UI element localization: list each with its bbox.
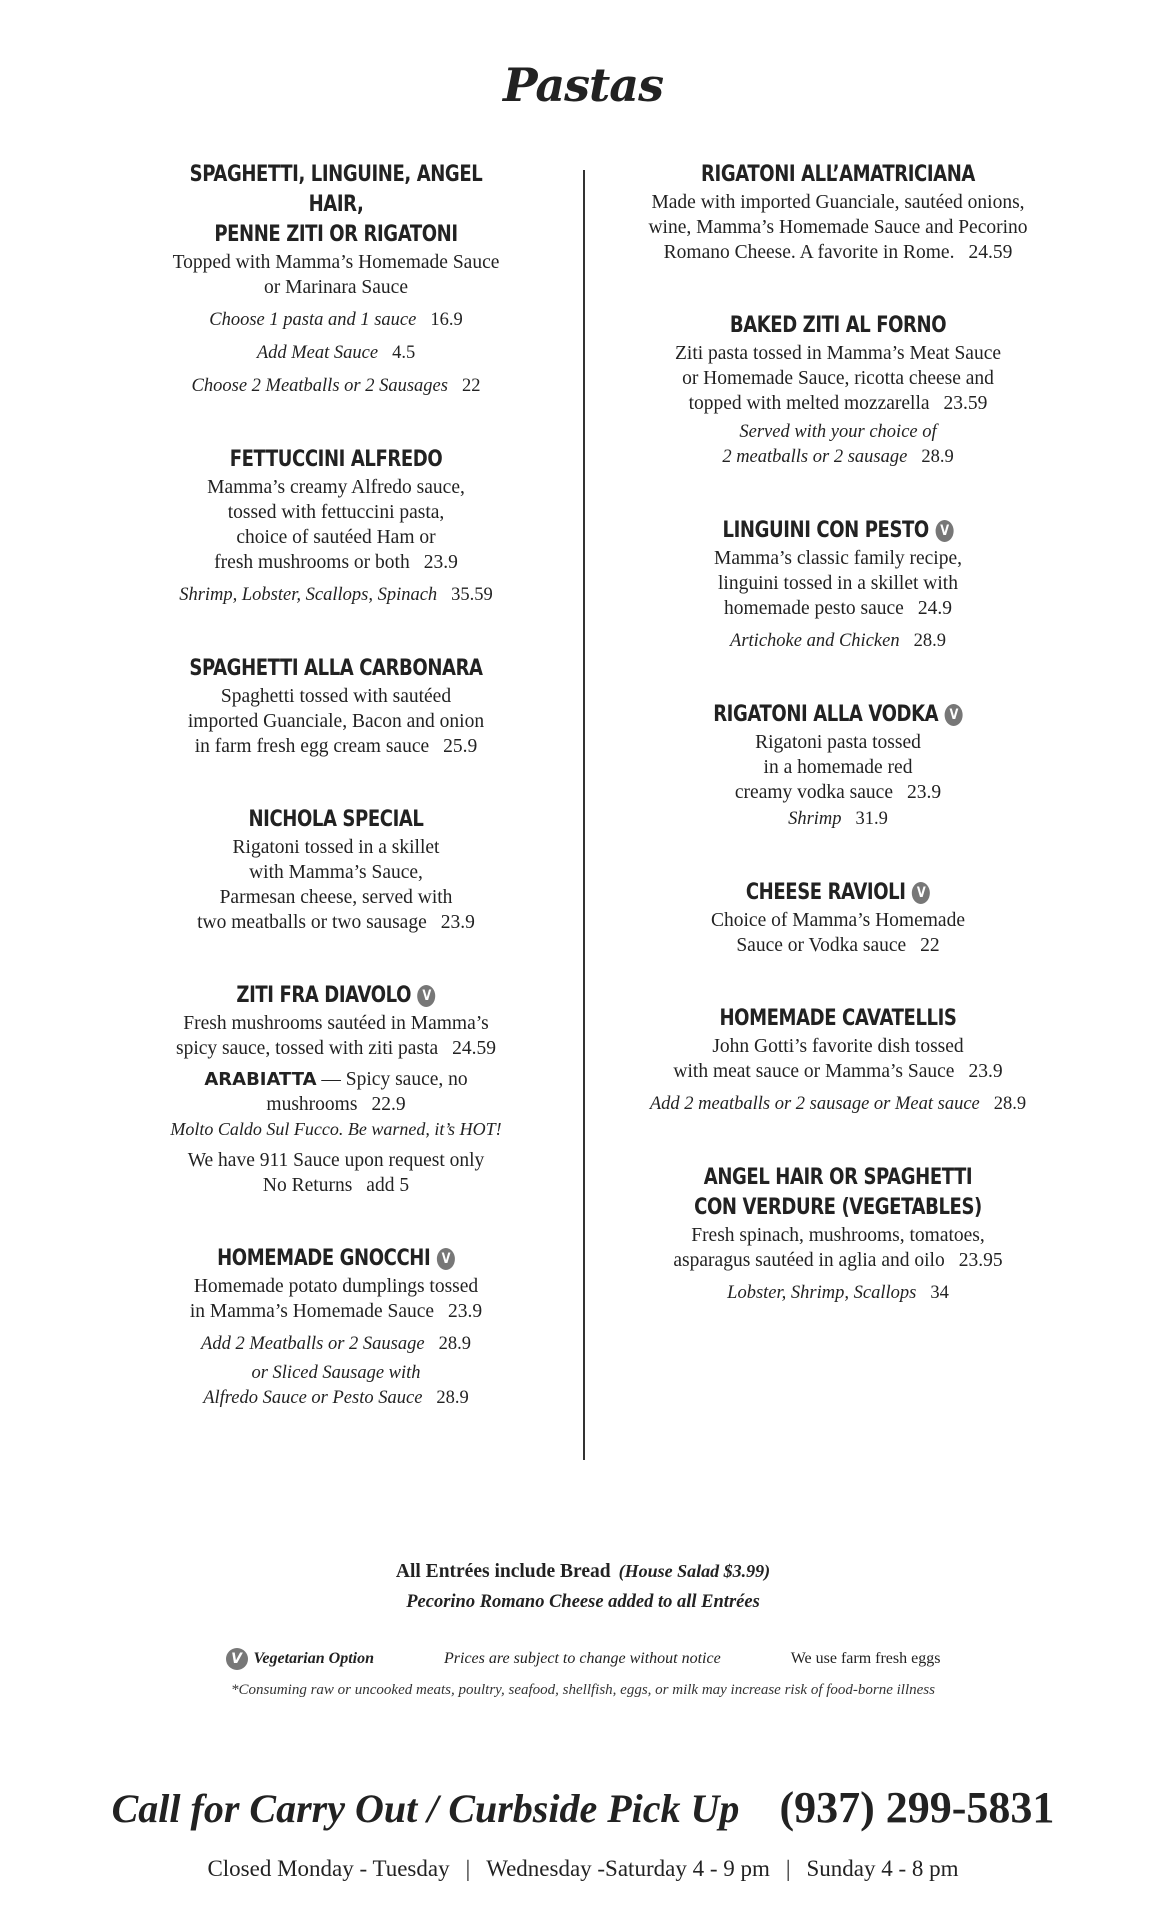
- price: 28.9: [438, 1334, 471, 1354]
- item-option: Add 2 Meatballs or 2 Sausage 28.9: [201, 1334, 471, 1354]
- eggs-note: We use farm fresh eggs: [790, 1650, 941, 1667]
- item-description: or Homemade Sauce, ricotta cheese and: [682, 368, 994, 389]
- salad-note: (House Salad $3.99): [618, 1561, 771, 1581]
- separator: |: [465, 1856, 471, 1881]
- item-description: Spaghetti tossed with sautéed: [220, 686, 452, 707]
- price: 28.9: [993, 1094, 1027, 1114]
- price: 23.9: [440, 912, 475, 933]
- separator: |: [785, 1856, 791, 1881]
- arabiatta-line: ARABIATTA — Spicy sauce, no mushrooms 22.9: [204, 1069, 468, 1115]
- item-description: in a homemade red: [763, 757, 913, 778]
- item-description: creamy vodka sauce 23.9: [734, 782, 942, 803]
- food-warning: *Consuming raw or uncooked meats, poultry, seafood, shellfish, eggs, or milk may increase risk of food-borne illness: [231, 1682, 935, 1698]
- item-name: HOMEMADE GNOCCHI V: [172, 1244, 500, 1274]
- vegetarian-icon: V: [226, 1648, 248, 1670]
- cheese-note: Pecorino Romano Cheese added to all Entrées: [406, 1592, 760, 1612]
- menu-item: [136, 445, 536, 608]
- vegetarian-icon: V: [437, 1248, 455, 1270]
- item-name: SPAGHETTI, LINGUINE, ANGEL HAIR,: [189, 162, 483, 217]
- item-description: choice of sautéed Ham or: [236, 527, 436, 548]
- vegetarian-icon: V: [912, 882, 930, 904]
- vegetarian-icon: V: [945, 704, 963, 726]
- left-column: [136, 160, 536, 1457]
- item-option: Alfredo Sauce or Pesto Sauce 28.9: [203, 1388, 469, 1408]
- item-name: SPAGHETTI ALLA CARBONARA: [189, 656, 483, 681]
- item-option: Add Meat Sauce 4.5: [256, 343, 416, 363]
- item-option: Choose 1 pasta and 1 sauce 16.9: [209, 310, 463, 330]
- item-description: Choice of Mamma’s Homemade: [711, 910, 965, 931]
- item-description: Mamma’s classic family recipe,: [714, 548, 962, 569]
- item-name: RIGATONI ALL’AMATRICIANA: [701, 162, 975, 187]
- price: 23.9: [906, 782, 942, 803]
- legend-row: [0, 1648, 1166, 1670]
- item-option: Add 2 meatballs or 2 sausage or Meat sauce 28.9: [649, 1094, 1027, 1114]
- menu-item: [628, 1163, 1048, 1306]
- price: 28.9: [921, 447, 954, 467]
- footer-notes: [0, 1556, 1166, 1617]
- price: 24.9: [917, 598, 952, 619]
- right-column: [628, 160, 1048, 1352]
- bread-note: All Entrées include Bread (House Salad $3.99): [395, 1561, 771, 1582]
- price: 22: [920, 935, 940, 956]
- item-description: with meat sauce or Mamma’s Sauce 23.9: [673, 1061, 1003, 1082]
- menu-item: [628, 700, 1048, 832]
- menu-item: [628, 160, 1048, 265]
- item-description: or Marinara Sauce: [263, 277, 408, 298]
- item-description: Rigatoni pasta tossed: [755, 732, 921, 753]
- item-name: HOMEMADE CAVATELLIS: [719, 1006, 957, 1031]
- carry-out-line: [0, 1782, 1166, 1833]
- price: 4.5: [392, 343, 416, 363]
- item-description: Sauce or Vodka sauce 22: [736, 935, 940, 956]
- item-description: with Mamma’s Sauce,: [249, 862, 423, 883]
- item-description: imported Guanciale, Bacon and onion: [187, 711, 485, 732]
- item-name: BAKED ZITI AL FORNO: [729, 313, 947, 338]
- menu-item: [628, 1004, 1048, 1117]
- item-description: spicy sauce, tossed with ziti pasta 24.59: [176, 1038, 496, 1059]
- price: 23.95: [958, 1250, 1003, 1271]
- item-description: in Mamma’s Homemade Sauce 23.9: [189, 1301, 483, 1322]
- item-description: Fresh spinach, mushrooms, tomatoes,: [691, 1225, 985, 1246]
- menu-item: [628, 311, 1048, 470]
- vegetarian-icon: V: [935, 520, 953, 542]
- item-description: linguini tossed in a skillet with: [718, 573, 958, 594]
- carry-out-text: Call for Carry Out / Curbside Pick Up: [111, 1786, 740, 1831]
- menu-item: [136, 1244, 536, 1411]
- item-option: Choose 2 Meatballs or 2 Sausages 22: [191, 376, 481, 396]
- arabiatta-note: Molto Caldo Sul Fucco. Be warned, it’s HOT!: [170, 1119, 502, 1139]
- item-description: Rigatoni tossed in a skillet: [232, 837, 440, 858]
- menu-item: [136, 160, 536, 399]
- hours-closed: Closed Monday - Tuesday: [207, 1856, 450, 1881]
- price: 23.59: [943, 393, 988, 414]
- item-name: CON VERDURE (VEGETABLES): [694, 1195, 982, 1220]
- item-description: homemade pesto sauce 24.9: [724, 598, 952, 619]
- item-option: Shrimp 31.9: [788, 809, 888, 829]
- item-description: Mamma’s creamy Alfredo sauce,: [207, 477, 465, 498]
- vegetarian-icon: V: [418, 985, 436, 1007]
- item-description: Fresh mushrooms sautéed in Mamma’s: [183, 1013, 489, 1034]
- item-description: wine, Mamma’s Homemade Sauce and Pecorino: [648, 217, 1028, 238]
- item-option: Shrimp, Lobster, Scallops, Spinach 35.59: [179, 585, 493, 605]
- item-description: topped with melted mozzarella 23.59: [688, 393, 988, 414]
- item-description: Ziti pasta tossed in Mamma’s Meat Sauce: [674, 343, 1001, 364]
- price: 25.9: [443, 736, 478, 757]
- item-name: PENNE ZITI OR RIGATONI: [214, 222, 458, 247]
- price: 31.9: [855, 809, 888, 829]
- item-description: tossed with fettuccini pasta,: [227, 502, 445, 523]
- item-name: CHEESE RAVIOLI V: [666, 878, 1010, 908]
- sauce-note: We have 911 Sauce upon request only: [187, 1150, 485, 1171]
- item-name: ANGEL HAIR OR SPAGHETTI: [703, 1165, 973, 1190]
- item-description: John Gotti’s favorite dish tossed: [712, 1036, 964, 1057]
- item-option: Served with your choice of: [739, 422, 937, 442]
- menu-item: [136, 981, 536, 1198]
- item-description: Topped with Mamma’s Homemade Sauce: [172, 252, 500, 273]
- item-option: 2 meatballs or 2 sausage 28.9: [722, 447, 954, 467]
- item-description: Made with imported Guanciale, sautéed onions,: [651, 192, 1025, 213]
- price: 16.9: [430, 310, 463, 330]
- item-name: NICHOLA SPECIAL: [248, 807, 424, 832]
- item-description: Parmesan cheese, served with: [219, 887, 453, 908]
- hours-sunday: Sunday 4 - 8 pm: [806, 1856, 959, 1881]
- item-name: ZITI FRA DIAVOLO V: [172, 981, 500, 1011]
- menu-item: [628, 878, 1048, 958]
- price: 22.9: [371, 1094, 406, 1115]
- item-description: asparagus sautéed in aglia and oilo 23.95: [673, 1250, 1003, 1271]
- price: 23.9: [423, 552, 458, 573]
- item-description: two meatballs or two sausage 23.9: [197, 912, 475, 933]
- hours-line: [0, 1856, 1166, 1882]
- price: 23.9: [448, 1301, 483, 1322]
- item-name: LINGUINI CON PESTO V: [666, 516, 1010, 546]
- prices-note: Prices are subject to change without notice: [444, 1650, 721, 1667]
- menu-item: [628, 516, 1048, 654]
- column-divider: [583, 170, 585, 1460]
- item-option: Artichoke and Chicken 28.9: [730, 631, 946, 651]
- item-description: Romano Cheese. A favorite in Rome. 24.59: [663, 242, 1013, 263]
- menu-item: [136, 805, 536, 935]
- price: 23.9: [968, 1061, 1003, 1082]
- item-name: FETTUCCINI ALFREDO: [229, 447, 443, 472]
- price: 34: [930, 1283, 949, 1303]
- price: 28.9: [436, 1388, 469, 1408]
- returns-note: No Returns add 5: [262, 1175, 410, 1196]
- item-description: Homemade potato dumplings tossed: [193, 1276, 479, 1297]
- item-description: in farm fresh egg cream sauce 25.9: [194, 736, 478, 757]
- item-name: RIGATONI ALLA VODKA V: [666, 700, 1010, 730]
- item-option: or Sliced Sausage with: [251, 1363, 421, 1383]
- price: 35.59: [451, 585, 493, 605]
- menu-item: [136, 654, 536, 759]
- price: 24.59: [968, 242, 1013, 263]
- phone-number[interactable]: (937) 299-5831: [779, 1783, 1055, 1832]
- price: 28.9: [913, 631, 946, 651]
- item-description: fresh mushrooms or both 23.9: [214, 552, 458, 573]
- hours-weekday: Wednesday -Saturday 4 - 9 pm: [486, 1856, 770, 1881]
- price: 24.59: [452, 1038, 496, 1059]
- item-option: Lobster, Shrimp, Scallops 34: [727, 1283, 949, 1303]
- price: add 5: [366, 1175, 410, 1196]
- page-title: Pastas: [502, 58, 663, 112]
- price: 22: [461, 376, 481, 396]
- vegetarian-legend: V Vegetarian Option: [226, 1648, 374, 1670]
